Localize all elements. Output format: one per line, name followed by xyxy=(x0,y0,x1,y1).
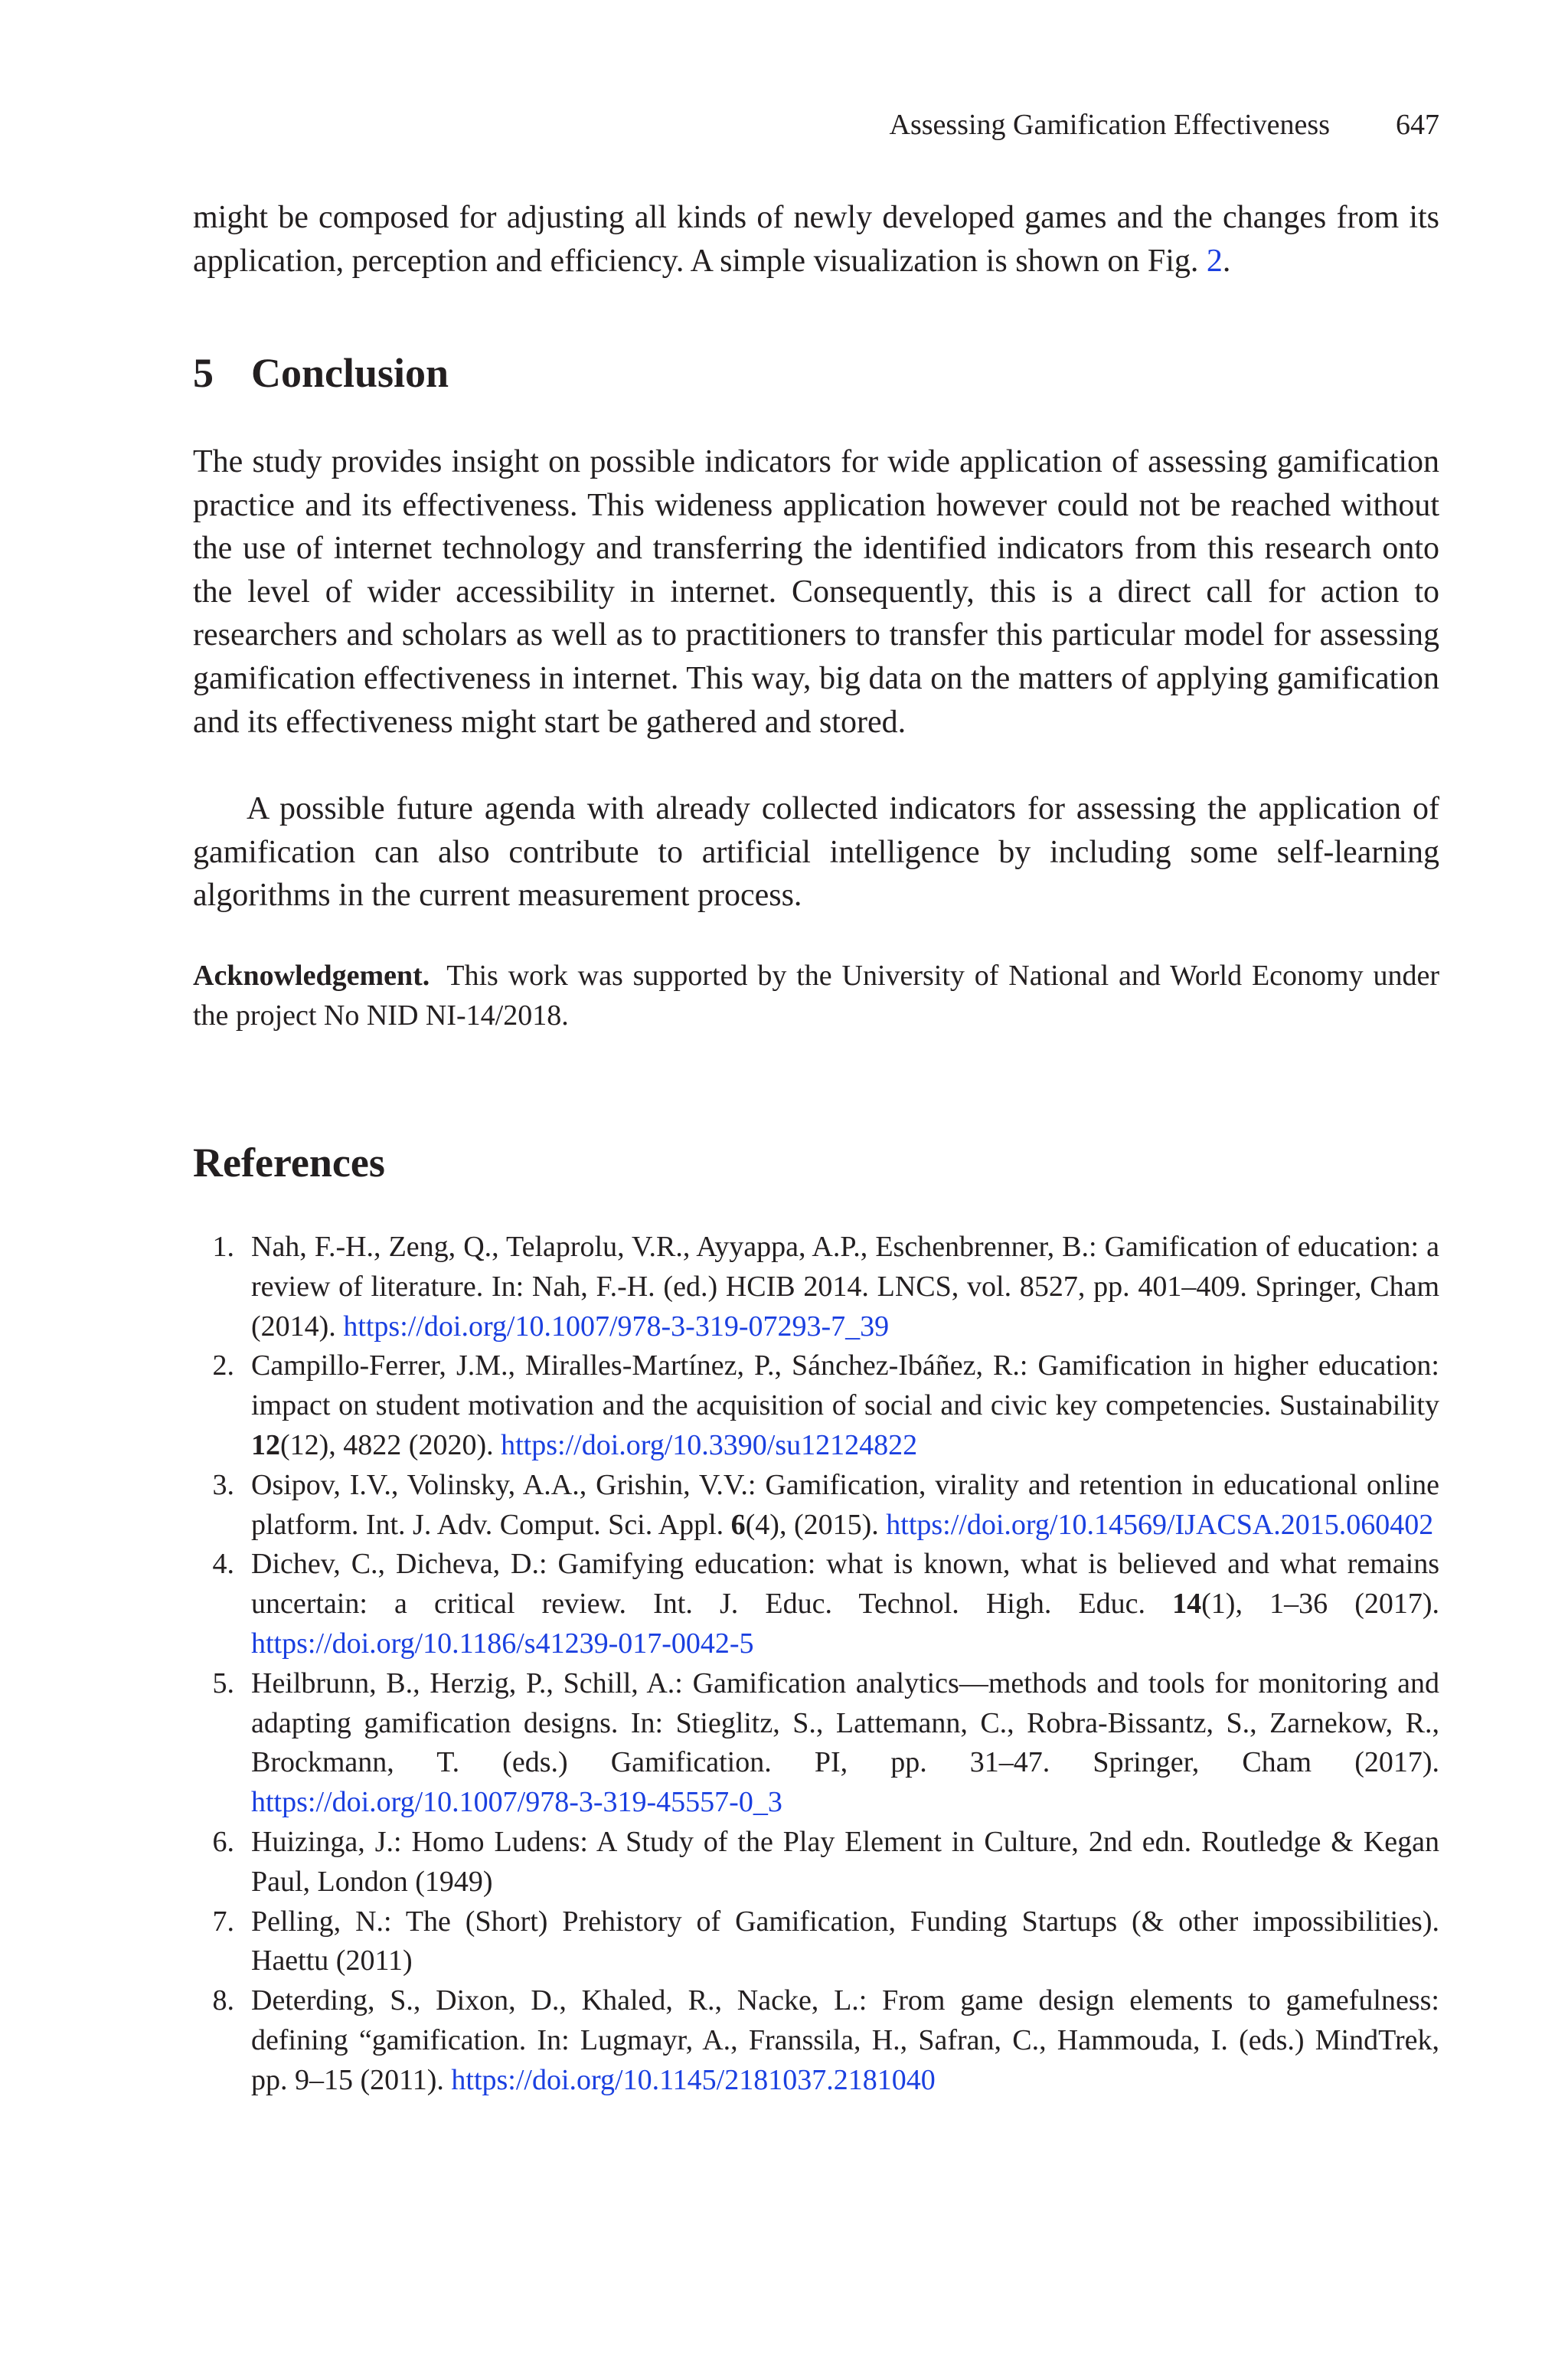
reference-number: 7. xyxy=(212,1905,234,1938)
intro-text: might be composed for adjusting all kinds of newly developed games and the changes from its application, perception and efficiency. A simple visualization is shown on Fig. xyxy=(193,200,1439,279)
reference-number: 5. xyxy=(212,1667,234,1699)
section-number: 5 xyxy=(193,350,214,396)
reference-text-cont: (1), 1–36 (2017). xyxy=(1201,1588,1439,1621)
reference-item xyxy=(193,1823,1439,1902)
figure-2-link[interactable]: 2 xyxy=(1206,243,1223,279)
running-head-title: Assessing Gamification Effectiveness xyxy=(889,109,1330,141)
reference-doi-link[interactable]: https://doi.org/10.14569/IJACSA.2015.060402 xyxy=(886,1508,1434,1541)
reference-text: Campillo-Ferrer, J.M., Miralles-Martínez, P., Sánchez-Ibáñez, R.: Gamification in higher education: impact on student motivation and the acquisition of social and civic key competencies. Sustainability xyxy=(251,1349,1439,1422)
reference-item xyxy=(193,1228,1439,1346)
reference-text-cont: (4), (2015). xyxy=(745,1508,887,1541)
reference-text: Heilbrunn, B., Herzig, P., Schill, A.: Gamification analytics—methods and tools for monitoring and adapting gamification designs. In: Stieglitz, S., Lattemann, C., Robra-Bissantz, S., Zarnekow, R., Brockmann, T. (eds.) Gamification. PI, pp. 31–47. Springer, Cham (2017). xyxy=(251,1667,1439,1779)
conclusion-paragraph-1: The study provides insight on possible indicators for wide application of assessing gamification practice and its effectiveness. This wideness application however could not be reached without the use of internet technology and transferring the identified indicators from this research onto the level of wider accessibility in internet. Consequently, this is a direct call for action to researchers and scholars as well as to practitioners to transfer this particular model for assessing gamification effectiveness in internet. This way, big data on the matters of applying gamification and its effectiveness might start be gathered and stored. xyxy=(193,444,1439,740)
reference-text: Huizinga, J.: Homo Ludens: A Study of the Play Element in Culture, 2nd edn. Routledge & Kegan Paul, London (1949) xyxy=(251,1825,1439,1898)
reference-text: Osipov, I.V., Volinsky, A.A., Grishin, V.V.: Gamification, virality and retention in educational online platform. Int. J. Adv. Comput. Sci. Appl. xyxy=(251,1468,1439,1541)
references-heading: References xyxy=(193,1140,385,1186)
reference-item xyxy=(193,1346,1439,1465)
reference-text: Nah, F.-H., Zeng, Q., Telaprolu, V.R., Ayyappa, A.P., Eschenbrenner, B.: Gamification of education: a review of literature. In: Nah, F.-H. (ed.) HCIB 2014. LNCS, vol. 8527, pp. 401–409. Springer, Cham (2014). xyxy=(251,1231,1439,1343)
conclusion-paragraph-2: A possible future agenda with already collected indicators for assessing the application of gamification can also contribute to artificial intelligence by including some self-learning algorithms in the current measurement process. xyxy=(193,791,1439,914)
intro-paragraph xyxy=(193,196,1439,283)
reference-item xyxy=(193,1981,1439,2100)
reference-number: 1. xyxy=(212,1231,234,1263)
reference-item xyxy=(193,1466,1439,1546)
reference-text: Pelling, N.: The (Short) Prehistory of Gamification, Funding Startups (& other impossibilities). Haettu (2011) xyxy=(251,1905,1439,1977)
acknowledgement-label: Acknowledgement. xyxy=(193,960,430,992)
reference-item xyxy=(193,1902,1439,1982)
reference-text: Deterding, S., Dixon, D., Khaled, R., Nacke, L.: From game design elements to gamefulness: defining “gamification. In: Lugmayr, A., Franssila, H., Safran, C., Hammouda, I. (eds.) MindTrek, pp. 9–15 (2011). xyxy=(251,1984,1439,2096)
page-number: 647 xyxy=(1396,109,1439,141)
reference-doi-link[interactable]: https://doi.org/10.1145/2181037.2181040 xyxy=(451,2063,936,2096)
reference-text: Dichev, C., Dicheva, D.: Gamifying education: what is known, what is believed and what remains uncertain: a critical review. Int. J. Educ. Technol. High. Educ. xyxy=(251,1548,1439,1621)
acknowledgement-text: This work was supported by the University of National and World Economy under the project No NID NI-14/2018. xyxy=(193,960,1439,1032)
reference-item xyxy=(193,1664,1439,1823)
reference-number: 6. xyxy=(212,1825,234,1858)
reference-volume: 12 xyxy=(251,1428,280,1461)
acknowledgement xyxy=(193,956,1439,1035)
reference-number: 4. xyxy=(212,1548,234,1581)
reference-number: 8. xyxy=(212,1984,234,2017)
reference-text-cont: (12), 4822 (2020). xyxy=(280,1428,501,1461)
running-head xyxy=(890,106,1440,144)
section-heading-conclusion xyxy=(193,346,449,400)
reference-volume: 14 xyxy=(1172,1588,1202,1621)
reference-volume: 6 xyxy=(730,1508,746,1541)
references-list xyxy=(193,1228,1439,2101)
reference-doi-link[interactable]: https://doi.org/10.3390/su12124822 xyxy=(501,1428,918,1461)
reference-number: 2. xyxy=(212,1349,234,1382)
reference-doi-link[interactable]: https://doi.org/10.1186/s41239-017-0042-5 xyxy=(251,1627,754,1660)
intro-text-end: . xyxy=(1222,243,1231,279)
reference-doi-link[interactable]: https://doi.org/10.1007/978-3-319-45557-0_3 xyxy=(251,1786,782,1819)
reference-item xyxy=(193,1545,1439,1663)
reference-doi-link[interactable]: https://doi.org/10.1007/978-3-319-07293-7_39 xyxy=(343,1310,890,1343)
reference-number: 3. xyxy=(212,1468,234,1501)
section-title: Conclusion xyxy=(251,350,449,396)
